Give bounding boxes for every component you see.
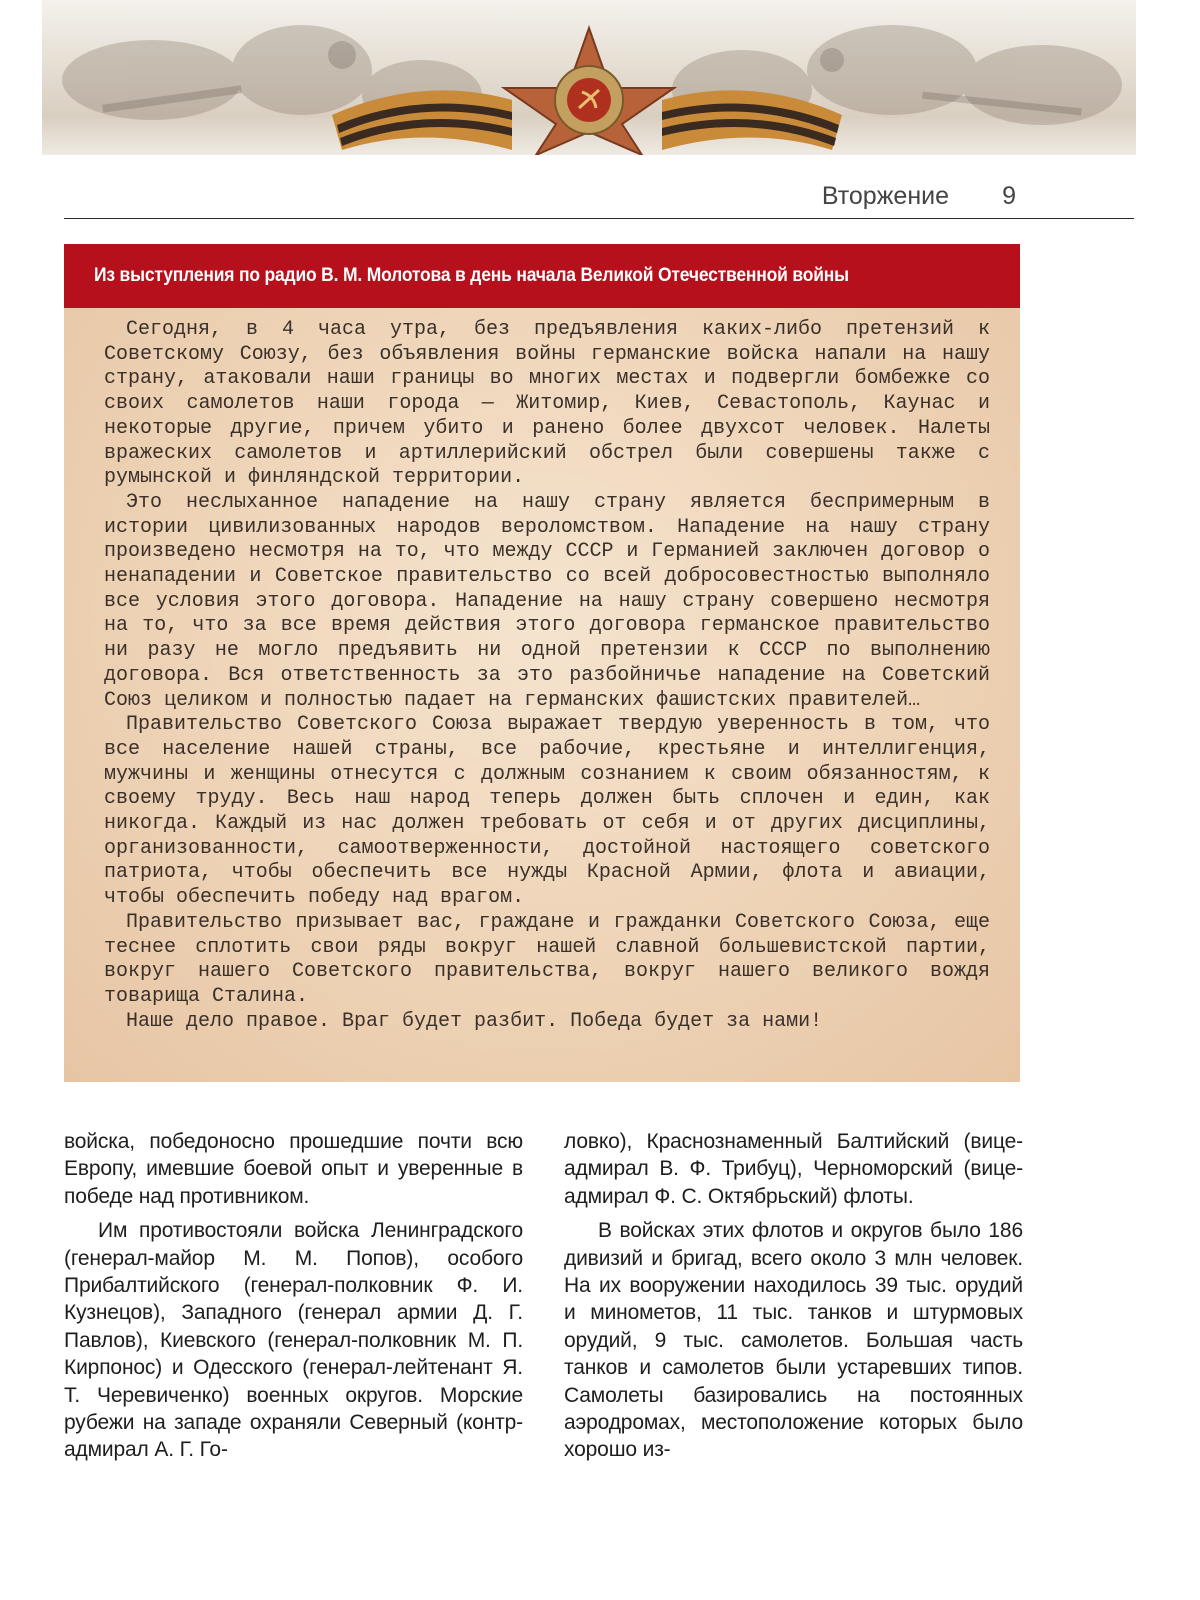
st-george-ribbon-right (662, 90, 842, 150)
quote-paragraph: Правительство Советского Союза выражает твердую уверенность в том, что все население нашей страны, все рабочие, крестьяне и интеллигенция, мужчины и женщины отнесутся с должным сознанием к своим обязанностям, к своему труду. Весь наш народ теперь должен быть сплочен и един, как никогда. Каждый из нас должен требовать от себя и от других дисциплины, организованности, самоотверженности, достойной настоящего советского патриота, чтобы обеспечить все нужды Красной Армии, флота и авиации, чтобы обеспечить победу над врагом. (104, 713, 990, 910)
quote-paragraph: Наше дело правое. Враг будет разбит. Победа будет за нами! (126, 1009, 823, 1033)
quote-text (64, 308, 1020, 1034)
banner-artwork (42, 0, 1136, 155)
header-banner (42, 0, 1136, 155)
right-column (564, 1128, 1023, 1471)
running-header (64, 178, 1134, 219)
quote-sidebar (64, 244, 1020, 1082)
quote-paragraph: Правительство призывает вас, граждане и гражданки Советского Союза, еще теснее сплотить свои ряды вокруг нашей славной большевистской партии, вокруг нашего Советского правительства, вокруг нашего великого вождя товарища Сталина. (104, 910, 990, 1008)
star-emblem-icon (504, 28, 674, 155)
quote-title: Из выступления по радио В. М. Молотова в день начала Великой Отечественной войны (94, 265, 849, 286)
body-paragraph: Им противостояли войска Ленинградского (генерал-майор М. М. Попов), особого Прибалтийского (генерал-полковник Ф. И. Кузнецов), Западного (генерал армии Д. Г. Павлов), Киевского (генерал-полковник М. П. Кирпонос) и Одесского (генерал-лейтенант Я. Т. Черевиченко) военных округов. Морские рубежи на западе охраняли Северный (контр-адмирал А. Г. Го- (64, 1219, 523, 1462)
quote-paragraph: Сегодня, в 4 часа утра, без предъявления каких-либо претензий к Советскому Союзу, без объявления войны германские войска напали на нашу страну, атаковали наши границы во многих местах и подвергли бомбежке со своих самолетов наши города — Житомир, Киев, Севастополь, Каунас и некоторые другие, причем убито и ранено более двухсот человек. Налеты вражеских самолетов и артиллерийский обстрел были совершены также с румынской и финляндской территории. (104, 318, 990, 490)
quote-title-bar (64, 244, 1020, 308)
body-columns (64, 1128, 1022, 1548)
quote-paragraph: Это неслыханное нападение на нашу страну является беспримерным в истории цивилизованных народов вероломством. Нападение на нашу страну произведено несмотря на то, что между СССР и Германией заключен договор о ненападении и Советское правительство со всей добросовестностью выполняло все условия этого договора. Нападение на нашу страну совершено несмотря на то, что за все время действия этого договора германское правительство ни разу не могло предъявить ни одной претензии к СССР по выполнению договора. Вся ответственность за это разбойничье нападение на Советский Союз целиком и полностью падает на германских фашистских правителей… (104, 490, 990, 712)
st-george-ribbon-left (332, 90, 512, 150)
body-paragraph: ловко), Краснознаменный Балтийский (вице-адмирал В. Ф. Трибуц), Черноморский (вице-адмирал Ф. С. Октябрьский) флоты. (564, 1130, 1023, 1208)
body-paragraph: В войсках этих флотов и округов было 186 дивизий и бригад, всего около 3 млн человек. На их вооружении находилось 39 тыс. орудий и минометов, 11 тыс. танков и штурмовых орудий, 9 тыс. самолетов. Большая часть танков и самолетов были устаревших типов. Самолеты базировались на постоянных аэродромах, местоположение которых было хорошо из- (564, 1219, 1023, 1462)
left-column (64, 1128, 523, 1471)
body-paragraph: войска, победоносно прошедшие почти всю Европу, имевшие боевой опыт и уверенные в победе над противником. (64, 1130, 523, 1208)
section-title: Вторжение (821, 182, 949, 210)
page-number: 9 (1002, 182, 1016, 210)
